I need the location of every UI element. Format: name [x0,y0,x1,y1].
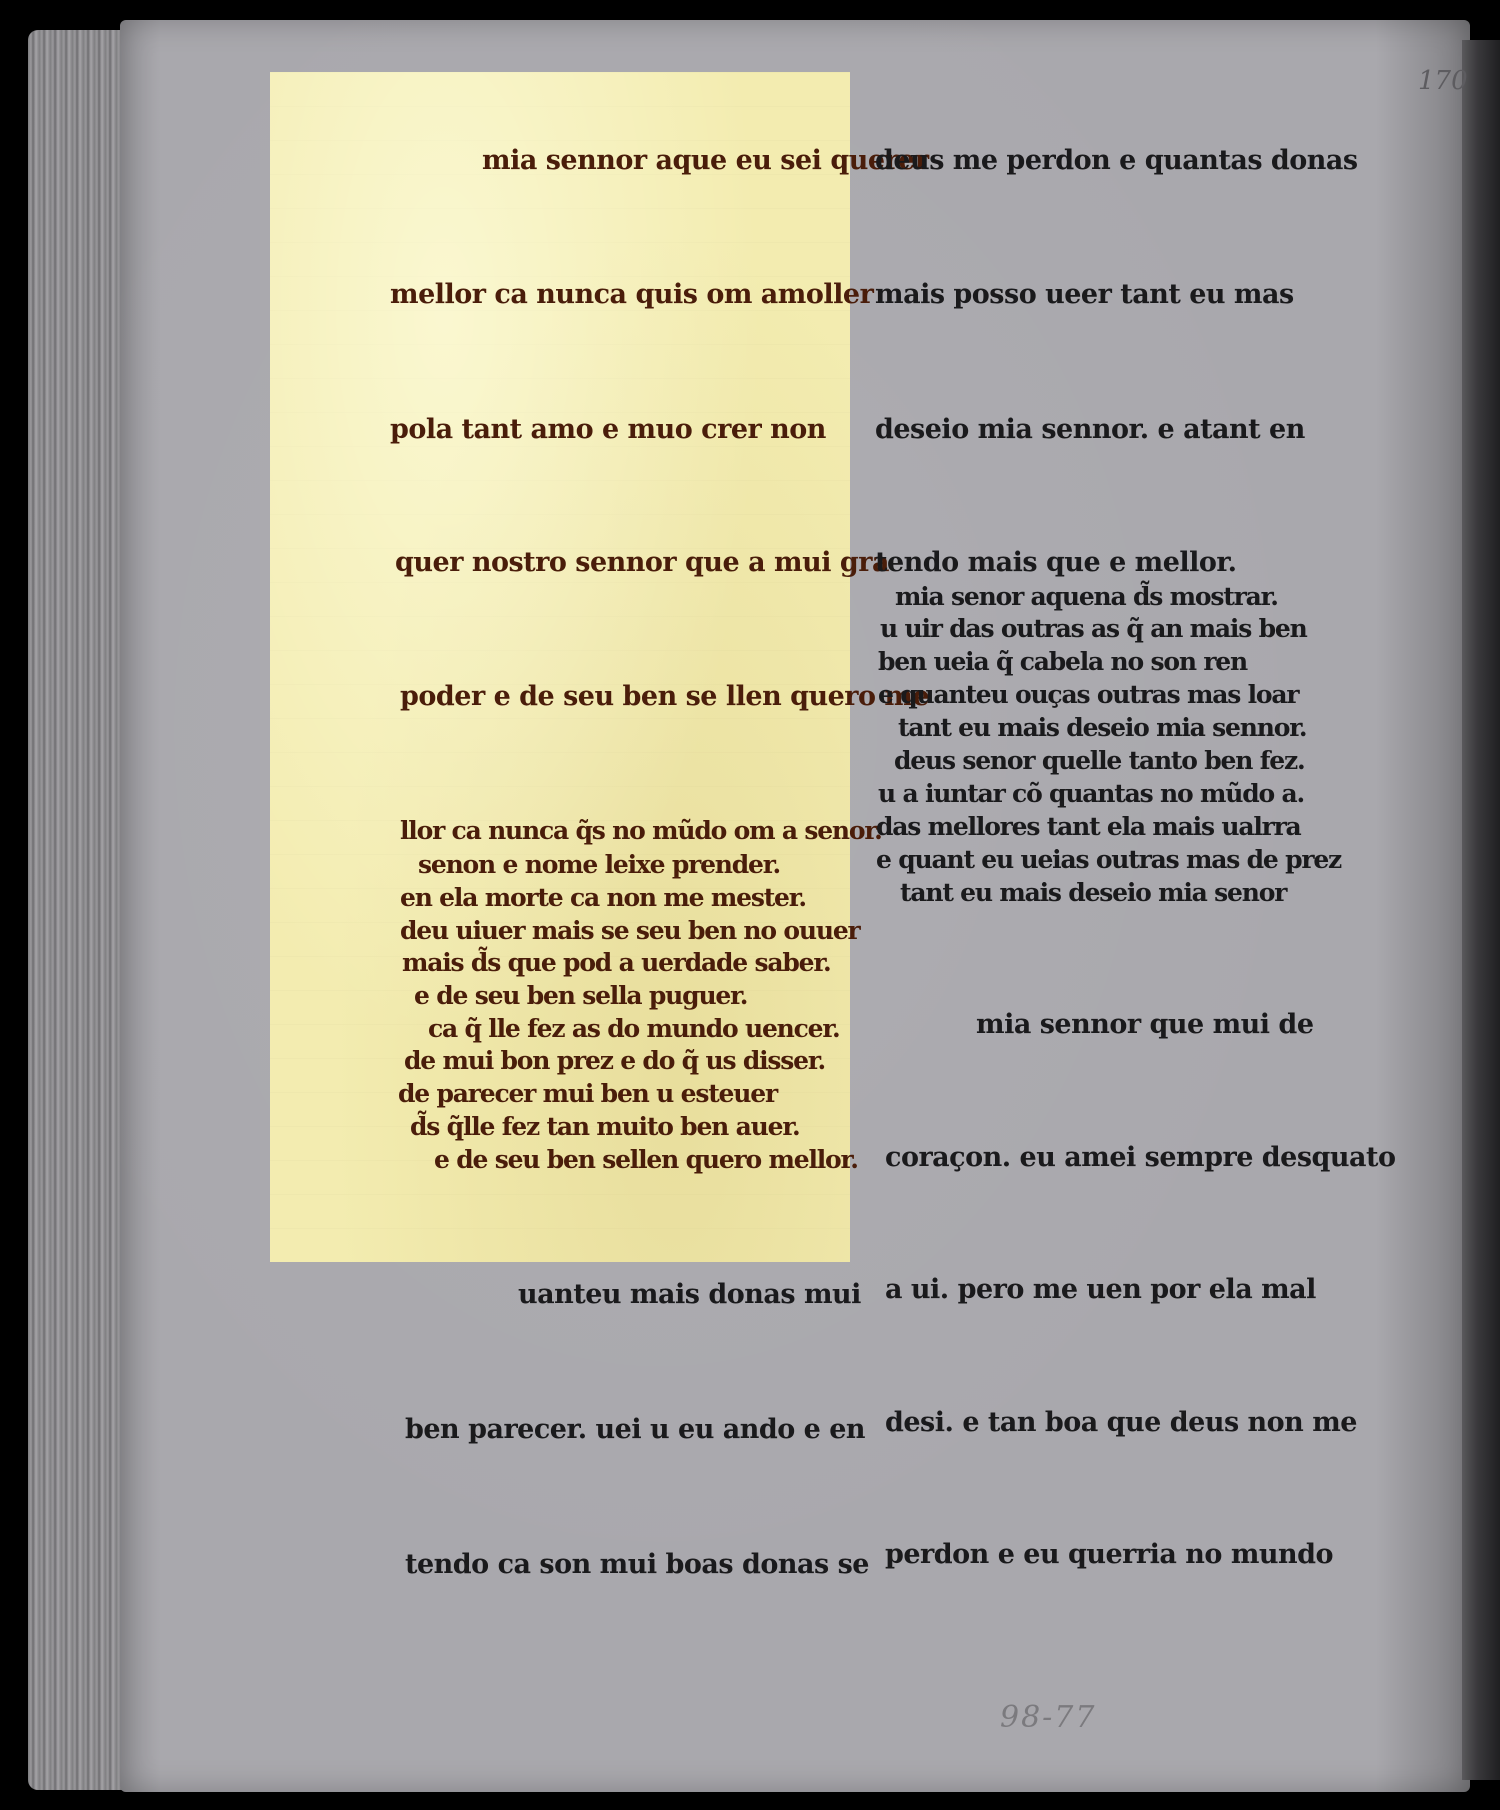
right-verse-line: e quanteu ouças outras mas loar [878,680,1299,709]
left-verse-line: en ela morte ca non me mester. [400,883,806,912]
left-lower-stave-line: ben parecer. uei u eu ando e en [405,1414,866,1445]
left-verse-line: de mui bon prez e do q̃ us disser. [404,1046,826,1075]
left-stave-line: mia sennor aque eu sei querer [482,145,929,176]
left-verse-line: e de seu ben sellen quero mellor. [434,1145,858,1174]
left-verse-line: ca q̃ lle fez as do mundo uencer. [428,1014,840,1043]
right-verse-line: mia senor aquena d̃s mostrar. [895,582,1278,611]
right-verse-line: e quant eu ueias outras mas de prez [876,845,1342,874]
right-verse-line: u uir das outras as q̃ an mais ben [880,614,1307,643]
right-stave-line: tendo mais que e mellor. [875,547,1237,578]
left-stave-line: mellor ca nunca quis om amoller [390,279,874,310]
right-verse-line: ben ueia q̃ cabela no son ren [878,647,1247,676]
right-lower-stave-line: coraçon. eu amei sempre desquato [885,1142,1396,1173]
right-lower-stave-line: desi. e tan boa que deus non me [885,1407,1357,1438]
right-verse-line: tant eu mais deseio mia sennor. [898,713,1307,742]
binding-edge [1462,40,1500,1780]
shelfmark: 98-77 [1000,1700,1097,1735]
left-verse-line: mais d̃s que pod a uerdade saber. [402,948,831,977]
left-stave-line: poder e de seu ben se llen quero me [400,681,930,712]
right-lower-stave-line: perdon e eu querria no mundo [885,1539,1334,1570]
left-stave-line: quer nostro sennor que a mui gra [395,547,889,578]
right-verse-line: tant eu mais deseio mia senor [900,878,1287,907]
left-stave-line: pola tant amo e muo crer non [390,414,826,445]
left-verse-line: e de seu ben sella puguer. [414,981,748,1010]
right-stave-line: deseio mia sennor. e atant en [875,414,1305,445]
right-stave-line: deus me perdon e quantas donas [875,145,1358,176]
left-lower-stave-line: uanteu mais donas mui [518,1279,861,1310]
right-lower-stave-line: a ui. pero me uen por ela mal [885,1274,1316,1305]
left-verse-line: deu uiuer mais se seu ben no ouuer [400,916,860,945]
left-verse-line: d̃s q̃lle fez tan muito ben auer. [410,1112,800,1141]
left-stave-line: llor ca nunca q̃s no mũdo om a senor. [400,816,882,845]
right-verse-line: deus senor quelle tanto ben fez. [894,746,1305,775]
left-lower-stave-line: tendo ca son mui boas donas se [405,1549,869,1580]
right-verse-line: das mellores tant ela mais ualrra [876,812,1301,841]
left-verse-line: senon e nome leixe prender. [418,850,780,879]
right-stave-line: mais posso ueer tant eu mas [875,279,1294,310]
folio-number: 170 [1418,66,1468,96]
right-lower-stave-line: mia sennor que mui de [976,1009,1314,1040]
right-verse-line: u a iuntar cõ quantas no mũdo a. [878,779,1304,808]
left-verse-line: de parecer mui ben u esteuer [398,1079,777,1108]
